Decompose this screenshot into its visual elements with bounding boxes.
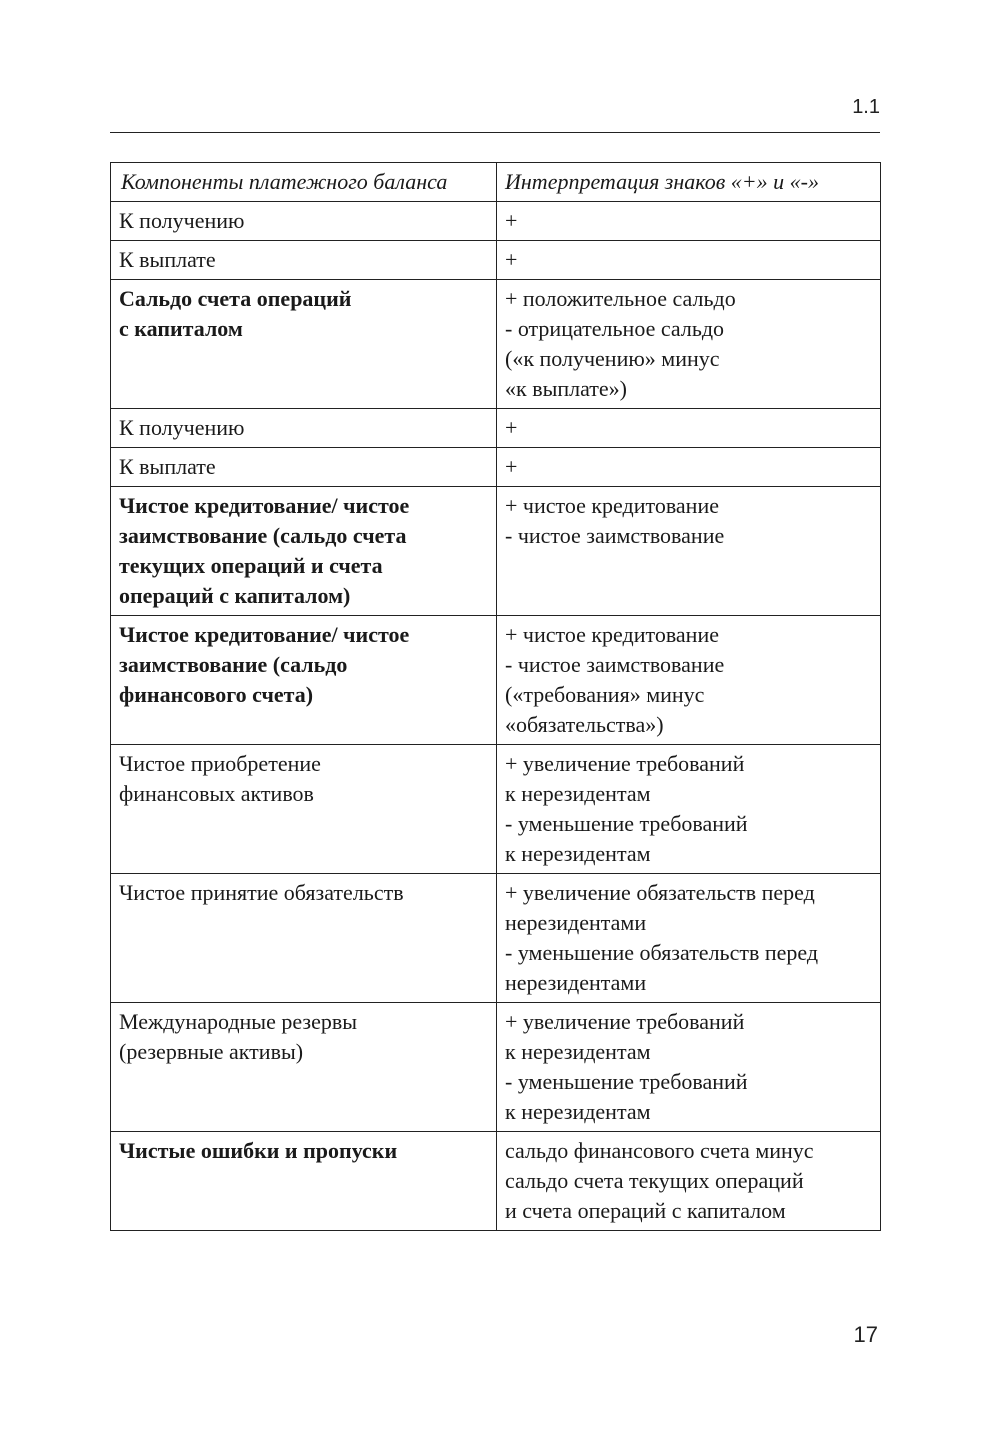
component-cell [111,874,497,1003]
table-row [111,241,881,280]
cell-line: и счета операций с капиталом [505,1198,786,1223]
cell-line: + чистое кредитование [505,622,719,647]
cell-line: + увеличение обязательств перед [505,880,815,905]
table-row [111,202,881,241]
cell-line: заимствование (сальдо счета [119,523,407,548]
cell-line: сальдо финансового счета минус [505,1138,814,1163]
table-row [111,409,881,448]
cell-line: + [505,454,518,479]
cell-line: - чистое заимствование [505,652,725,677]
header-rule [110,132,880,133]
table-row [111,1003,881,1132]
table-row [111,1132,881,1231]
table-header-row [111,163,881,202]
cell-line: К получению [119,415,245,440]
component-cell [111,616,497,745]
cell-line: - чистое заимствование [505,523,725,548]
section-number: 1.1 [852,96,880,118]
cell-line: + [505,247,518,272]
component-cell [111,409,497,448]
interpretation-cell [497,448,881,487]
cell-line: Чистые ошибки и пропуски [119,1138,398,1163]
cell-line: операций с капиталом) [119,583,351,608]
cell-line: к нерезидентам [505,781,651,806]
cell-line: - уменьшение обязательств перед [505,940,819,965]
component-cell [111,448,497,487]
cell-line: - уменьшение требований [505,1069,748,1094]
cell-line: финансового счета) [119,682,314,707]
component-cell [111,487,497,616]
interpretation-cell [497,616,881,745]
cell-line: - уменьшение требований [505,811,748,836]
table-row [111,487,881,616]
cell-line: К выплате [119,247,216,272]
table-row [111,745,881,874]
interpretation-cell [497,202,881,241]
interpretation-cell [497,280,881,409]
interpretation-cell [497,1132,881,1231]
column-header-interpretation: Интерпретация знаков «+» и «-» [497,163,881,202]
cell-line: сальдо счета текущих операций [505,1168,804,1193]
cell-line: к нерезидентам [505,1099,651,1124]
cell-line: заимствование (сальдо [119,652,348,677]
cell-line: Чистое кредитование/ чистое [119,622,410,647]
cell-line: нерезидентами [505,910,647,935]
cell-line: «к выплате») [505,376,628,401]
table-row [111,874,881,1003]
cell-line: Сальдо счета операций [119,286,352,311]
component-cell [111,241,497,280]
interpretation-cell [497,745,881,874]
cell-line: + положительное сальдо [505,286,736,311]
interpretation-cell [497,487,881,616]
cell-line: + [505,415,518,440]
cell-line: к нерезидентам [505,1039,651,1064]
cell-line: (резервные активы) [119,1039,304,1064]
cell-line: + чистое кредитование [505,493,719,518]
column-header-components: Компоненты платежного баланса [111,163,497,202]
cell-line: Чистое кредитование/ чистое [119,493,410,518]
cell-line: + [505,208,518,233]
cell-line: К получению [119,208,245,233]
interpretation-cell [497,241,881,280]
cell-line: («требования» минус [505,682,705,707]
page-number: 17 [853,1322,878,1347]
cell-line: Чистое принятие обязательств [119,880,404,905]
cell-line: + увеличение требований [505,1009,745,1034]
table-row [111,280,881,409]
cell-line: Международные резервы [119,1009,358,1034]
component-cell [111,1132,497,1231]
cell-line: с капиталом [119,316,243,341]
interpretation-cell [497,874,881,1003]
cell-line: текущих операций и счета [119,553,383,578]
cell-line: нерезидентами [505,970,647,995]
balance-of-payments-table [110,162,881,1231]
component-cell [111,1003,497,1132]
cell-line: + увеличение требований [505,751,745,776]
component-cell [111,202,497,241]
cell-line: «обязательства») [505,712,664,737]
cell-line: («к получению» минус [505,346,720,371]
cell-line: финансовых активов [119,781,314,806]
interpretation-cell [497,1003,881,1132]
cell-line: к нерезидентам [505,841,651,866]
cell-line: - отрицательное сальдо [505,316,725,341]
cell-line: К выплате [119,454,216,479]
component-cell [111,745,497,874]
table-row [111,448,881,487]
interpretation-cell [497,409,881,448]
cell-line: Чистое приобретение [119,751,321,776]
component-cell [111,280,497,409]
table-row [111,616,881,745]
